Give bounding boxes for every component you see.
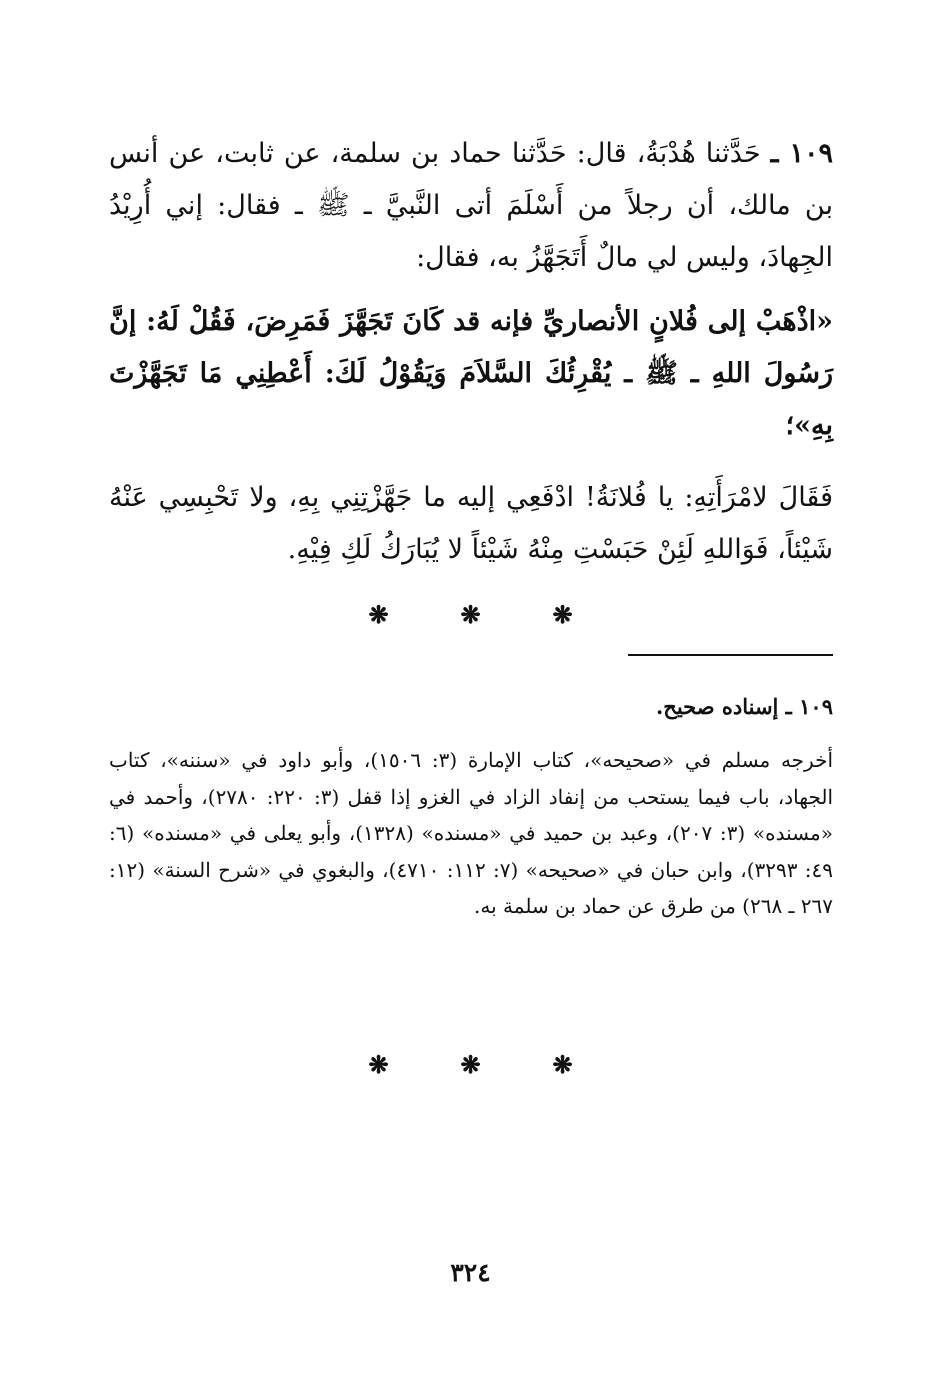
asterism-icon: ❋ <box>460 1050 481 1079</box>
footnote-body: أخرجه مسلم في «صحيحه»، كتاب الإمارة (٣: ١٥٠٦)، وأبو داود في «سننه»، كتاب الجهاد، باب فيما يستحب من إنفاد الزاد في الغزو إذا قفل (٣: ٢٢٠: ٢٧٨٠)، وأحمد في «مسنده» (٣: ٢٠٧)، وعبد بن حميد في «مسنده» (١٣٢٨)، وأبو يعلى في «مسنده» (٦: ٤٩: ٣٢٩٣)، وابن حبان في «صحيحه» (٧: ١١٢: ٤٧١٠)، والبغوي في «شرح السنة» (١٢: ٢٦٧ ـ ٢٦٨) من طرق عن حماد بن سلمة به. <box>109 748 833 918</box>
section-separator-bottom <box>0 1050 941 1079</box>
asterism-icon: ❋ <box>368 600 389 629</box>
footnote-heading: ١٠٩ ـ إسناده صحيح. <box>655 694 833 719</box>
hadith-number: ١٠٩ ـ <box>770 138 833 169</box>
page-number: ٣٢٤ <box>450 1258 491 1287</box>
asterism-icon: ❋ <box>552 1050 573 1079</box>
prophet-quote-paragraph: «اذْهَبْ إلى فُلانٍ الأنصاريِّ فإنه قد كَانَ تَجَهَّزَ فَمَرِضَ، فَقُلْ لَهُ: إنَّ رَسُولَ اللهِ ـ ﷺ ـ يُقْرِئُكَ السَّلاَمَ وَيَقُوْلُ لَكَ: أَعْطِنِي مَا تَجَهَّزْتَ بِهِ»؛ <box>109 306 833 441</box>
asterism-icon: ❋ <box>552 600 573 629</box>
asterism-icon: ❋ <box>368 1050 389 1079</box>
hadith-intro-paragraph <box>109 128 833 284</box>
closing-narration-paragraph: فَقَالَ لامْرَأَتِهِ: يا فُلانَةُ! ادْفَعِي إليه ما جَهَّزْتِنِي بِهِ، ولا تَحْبِسِي عَنْهُ شَيْئاً، فَوَاللهِ لَئِنْ حَبَسْتِ مِنْهُ شَيْئاً لا يُبَارَكُ لَكِ فِيْهِ. <box>109 482 833 565</box>
hadith-intro-text: حَدَّثنا هُدْبَةُ، قال: حَدَّثنا حماد بن سلمة، عن ثابت، عن أنس بن مالك، أن رجلاً من أَسْلَمَ أتى النَّبيَّ ـ ﷺ ـ فقال: إني أُرِيْدُ الجِهادَ، وليس لي مالٌ أَتَجَهَّزُ به، فقال: <box>109 138 833 273</box>
section-separator-top <box>0 600 941 629</box>
asterism-icon: ❋ <box>460 600 481 629</box>
footnote-divider <box>628 654 833 656</box>
